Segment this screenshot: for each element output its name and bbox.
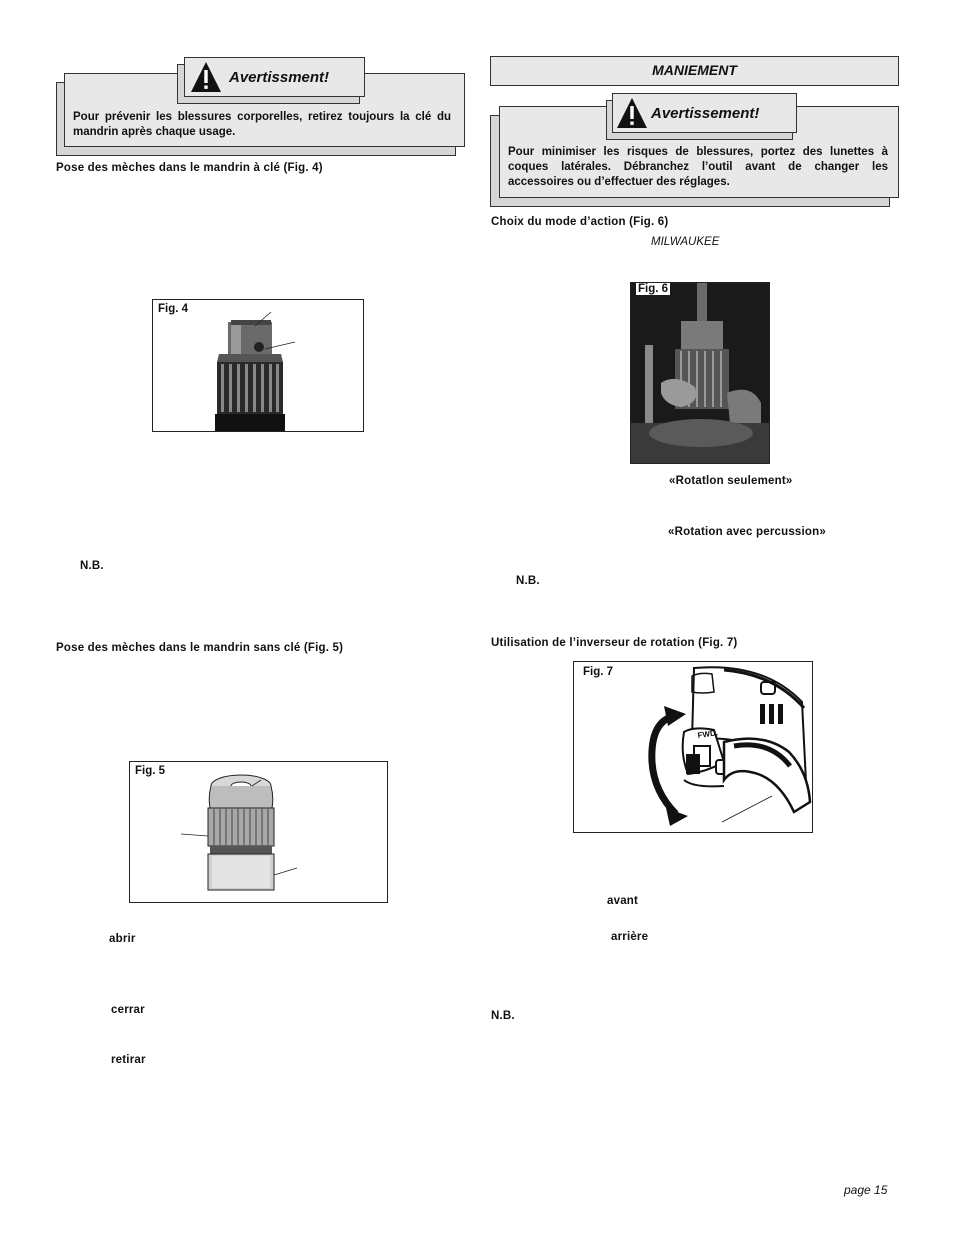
word-cerrar: cerrar [111,1004,145,1016]
left-warning-title: Avertissment! [229,68,330,86]
brand-milwaukee: MILWAUKEE [651,236,720,248]
nb-left: N.B. [80,560,104,572]
word-abrir: abrir [109,933,136,945]
keyless-chuck-illustration [130,762,387,902]
section-header-maniement: MANIEMENT [490,56,899,86]
figure-5 [129,761,388,903]
heading-fig7: Utilisation de l’inverseur de rotation (Fig. 7) [491,637,738,649]
page-number: page 15 [844,1183,888,1197]
heading-fig5: Pose des mèches dans le mandrin sans clé (Fig. 5) [56,642,344,654]
warning-triangle-icon [189,60,223,94]
figure-7 [573,661,813,833]
svg-text:FWD.: FWD. [697,728,719,740]
nb-right-2: N.B. [491,1010,515,1022]
fig7-label: Fig. 7 [583,666,614,678]
left-warning-tag [184,57,365,97]
drill-photo-illustration [631,283,769,463]
word-arriere: arrière [611,931,649,943]
right-warning-tag [612,93,797,133]
warning-triangle-icon [615,96,649,130]
heading-fig6: Choix du mode d’action (Fig. 6) [491,216,669,228]
fig6-label: Fig. 6 [638,283,669,295]
heading-fig4: Pose des mèches dans le mandrin à clé (Fig. 4) [56,162,323,174]
figure-6 [630,282,770,464]
reversing-switch-illustration [574,662,812,832]
word-avant: avant [607,895,639,907]
right-warning-text: Pour minimiser les risques de blessures, portez des lunettes à coques latérales. Débranchez l’outil avant de changer les accessoires ou d’effectuer des réglages. [508,146,888,188]
nb-right-1: N.B. [516,575,540,587]
rotation-percussion-label: «Rotation avec percussion» [668,526,826,538]
keyed-chuck-illustration [153,300,363,431]
fig4-label: Fig. 4 [158,303,189,315]
rotation-only-label: «Rotatlon seulement» [669,475,793,487]
left-warning-text: Pour prévenir les blessures corporelles, retirez toujours la clé du mandrin après chaque usage. [73,111,451,138]
figure-4 [152,299,364,432]
right-warning-title: Avertissement! [651,104,760,122]
word-retirar: retirar [111,1054,146,1066]
fig5-label: Fig. 5 [135,765,166,777]
